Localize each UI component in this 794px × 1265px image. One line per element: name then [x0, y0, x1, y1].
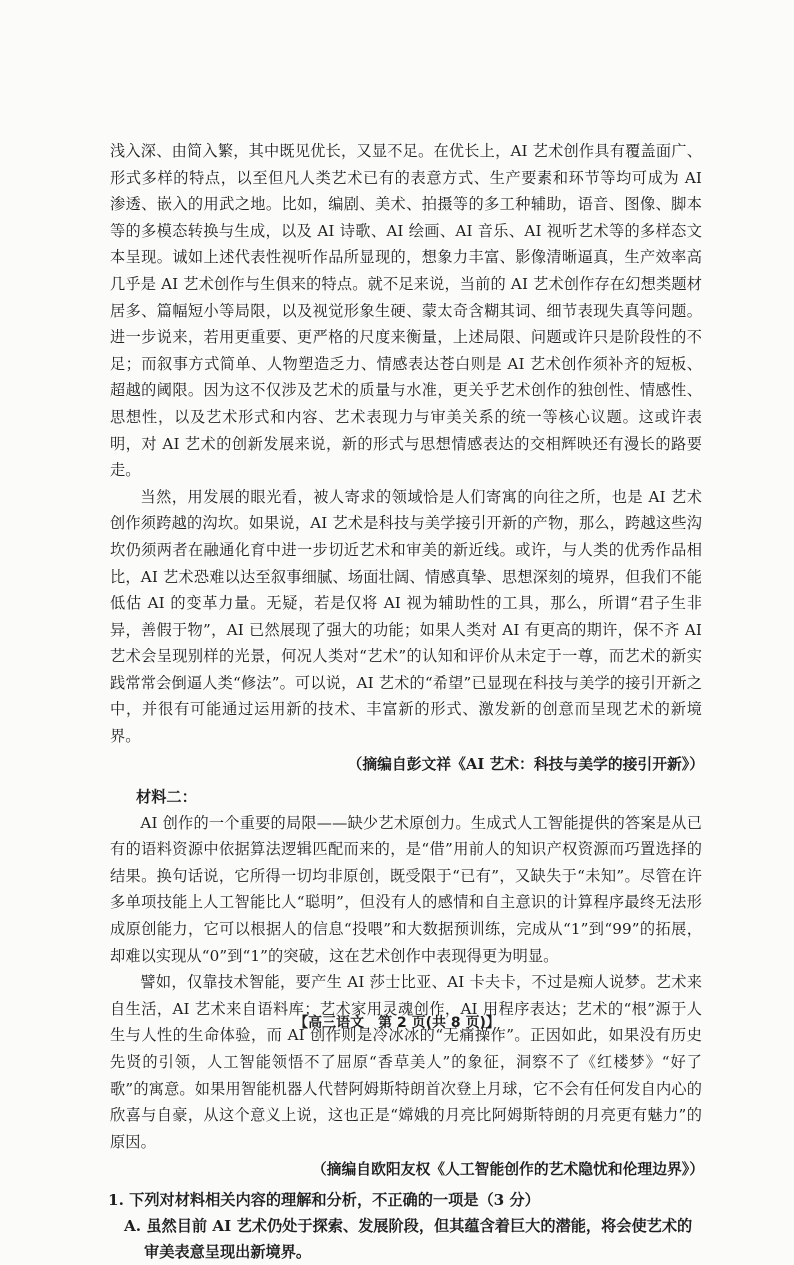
- material-1-paragraph-1: 浅入深、由简入繁，其中既见优长，又显不足。在优长上，AI 艺术创作具有覆盖面广、形式多样的特点，以至但凡人类艺术已有的表意方式、生产要素和环节等均可成为 AI 渗透、嵌入的用武之地。比如，编剧、美术、拍摄等的多工种辅助，语音、图像、脚本等的多模态转换与生成，以及 AI 诗歌、AI 绘画、AI 音乐、AI 视听艺术等的多样态文本呈现。诚如上述代表性视听作品所显现的，想象力丰富、影像清晰逼真，生产效率高几乎是 AI 艺术创作与生俱来的特点。就不足来说，当前的 AI 艺术创作存在幻想类题材居多、篇幅短小等局限，以及视觉形象生硬、蒙太奇含糊其词、细节表现失真等问题。进一步说来，若用更重要、更严格的尺度来衡量，上述局限、问题或许只是阶段性的不足；而叙事方式简单、人物塑造乏力、情感表达苍白则是 AI 艺术创作须补齐的短板、超越的阈限。因为这不仅涉及艺术的质量与水准，更关乎艺术创作的独创性、情感性、思想性，以及艺术形式和内容、艺术表现力与审美关系的统一等核心议题。这或许表明，对 AI 艺术的创新发展来说，新的形式与思想情感表达的交相辉映还有漫长的路要走。: [110, 142, 702, 480]
- page-footer: 【高三语文 第 2 页(共 8 页)】: [294, 1015, 500, 1031]
- material-2-heading: 材料二：: [136, 787, 197, 806]
- material-2-paragraph-2: 譬如，仅靠技术智能，要产生 AI 莎士比亚、AI 卡夫卡，不过是痴人说梦。艺术来自生活，AI 艺术来自语料库；艺术家用灵魂创作，AI 用程序表达；艺术的“根”源于人生与人性的生命体验，而 AI 创作则是冷冰冰的“无痛操作”。正因如此，如果没有历史先贤的引领，人工智能领悟不了屈原“香草美人”的象征，洞察不了《红楼梦》“好了歌”的寓意。如果用智能机器人代替阿姆斯特朗首次登上月球，它不会有任何发自内心的欣喜与自豪，从这个意义上说，这也正是“嫦娥的月亮比阿姆斯特朗的月亮更有魅力”的原因。: [110, 973, 702, 1151]
- material-2-source: （摘编自欧阳友权《人工智能创作的艺术隐忧和伦理边界》）: [311, 1161, 704, 1179]
- question-1: 1. 下列对材料相关内容的理解和分析，不正确的一项是（3 分）: [108, 1191, 540, 1210]
- question-1-option-a: A. 虽然目前 AI 艺术仍处于探索、发展阶段，但其蕴含着巨大的潜能，将会使艺术的审美表意呈现出新境界。: [124, 1217, 693, 1262]
- material-1-source: （摘编自彭文祥《AI 艺术：科技与美学的接引开新》）: [347, 755, 704, 773]
- material-1-paragraph-2: 当然，用发展的眼光看，被人寄求的领域恰是人们寄寓的向往之所，也是 AI 艺术创作须跨越的沟坎。如果说，AI 艺术是科技与美学接引开新的产物，那么，跨越这些沟坎仍须两者在融通化育中进一步切近艺术和审美的新近线。或许，与人类的优秀作品相比，AI 艺术恐难以达至叙事细腻、场面壮阔、情感真挚、思想深刻的境界，但我们不能低估 AI 的变革力量。无疑，若是仅将 AI 视为辅助性的工具，那么，所谓“君子生非异，善假于物”，AI 已然展现了强大的功能；如果人类对 AI 有更高的期许，保不齐 AI 艺术会呈现别样的光景，何况人类对“艺术”的认知和评价从未定于一尊，而艺术的新实践常常会倒逼人类“修法”。可以说，AI 艺术的“希望”已显现在科技与美学的接引开新之中，并很有可能通过运用新的技术、丰富新的形式、激发新的创意而呈现艺术的新境界。: [110, 487, 702, 746]
- material-2-paragraph-1: AI 创作的一个重要的局限——缺少艺术原创力。生成式人工智能提供的答案是从已有的语料资源中依据算法逻辑匹配而来的，是“借”用前人的知识产权资源而巧置选择的结果。换句话说，它所得一切均非原创，既受限于“已有”，又缺失于“未知”。尽管在许多单项技能上人工智能比人“聪明”，但没有人的感情和自主意识的计算程序最终无法形成原创能力，它可以根据人的信息“投喂”和大数据预训练，完成从“1”到“99”的拓展，却难以实现从“0”到“1”的突破，这在艺术创作中表现得更为明显。: [110, 813, 702, 965]
